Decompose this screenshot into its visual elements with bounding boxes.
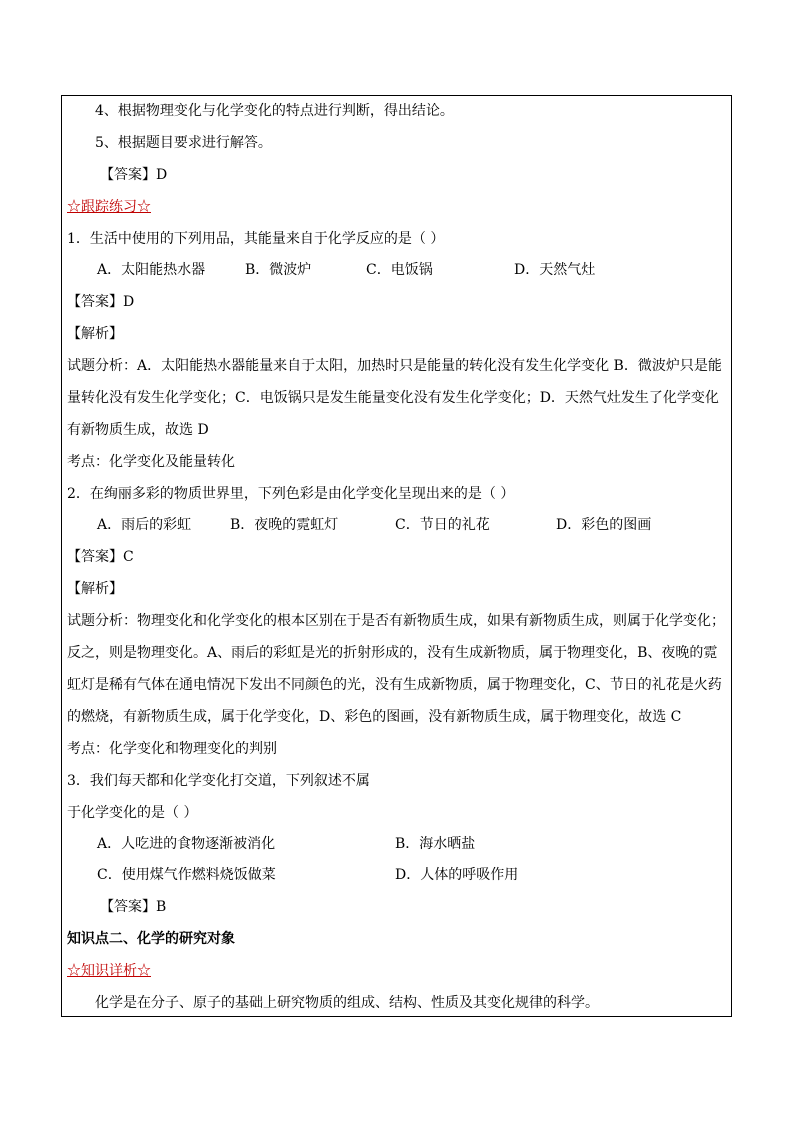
q2-analysis-line: 反之，则是物理变化。A、雨后的彩虹是光的折射形成的，没有生成新物质，属于物理变化，B、夜晚的霓 — [67, 645, 718, 661]
q2-option-d: D．彩色的图画 — [556, 517, 652, 533]
question-1: 1．生活中使用的下列用品，其能量来自于化学反应的是（ ） — [67, 231, 445, 247]
detail-heading: ☆知识详析☆ — [67, 963, 151, 979]
q1-analysis-line: 有新物质生成，故选 D — [67, 422, 209, 438]
q3-option-d: D．人体的呼吸作用 — [395, 867, 519, 883]
q3-option-a: A．人吃进的食物逐渐被消化 — [97, 836, 276, 852]
q1-answer: 【答案】D — [67, 294, 135, 310]
q1-option-d: D．天然气灶 — [514, 262, 596, 278]
q1-option-c: C．电饭锅 — [366, 262, 433, 278]
q2-point: 考点：化学变化和物理变化的判别 — [67, 741, 277, 757]
question-3: 3．我们每天都和化学变化打交道，下列叙述不属 — [67, 773, 370, 789]
answer-label: 【答案】D — [100, 167, 168, 183]
q2-answer: 【答案】C — [67, 549, 134, 565]
q3-answer: 【答案】B — [100, 899, 167, 915]
section-heading: 知识点二、化学的研究对象 — [67, 931, 235, 947]
question-3-continued: 于化学变化的是（ ） — [67, 805, 198, 821]
q3-option-c: C．使用煤气作燃料烧饭做菜 — [97, 867, 276, 883]
q2-option-a: A．雨后的彩虹 — [97, 517, 192, 533]
section-text: 化学是在分子、原子的基础上研究物质的组成、结构、性质及其变化规律的科学。 — [95, 995, 599, 1011]
q1-option-a: A．太阳能热水器 — [97, 262, 206, 278]
practice-heading: ☆跟踪练习☆ — [67, 199, 151, 215]
q1-analysis-label: 【解析】 — [67, 326, 123, 342]
step-4: 4、根据物理变化与化学变化的特点进行判断，得出结论。 — [95, 103, 454, 119]
q1-option-b: B．微波炉 — [245, 262, 312, 278]
q2-option-c: C．节日的礼花 — [395, 517, 490, 533]
q3-option-b: B．海水晒盐 — [395, 836, 476, 852]
q1-point: 考点：化学变化及能量转化 — [67, 454, 235, 470]
question-2: 2．在绚丽多彩的物质世界里，下列色彩是由化学变化呈现出来的是（ ） — [67, 486, 515, 502]
q1-analysis-line: 试题分析：A．太阳能热水器能量来自于太阳，加热时只是能量的转化没有发生化学变化 B．微波炉只是能 — [67, 358, 722, 374]
q2-analysis-line: 试题分析：物理变化和化学变化的根本区别在于是否有新物质生成，如果有新物质生成，则属于化学变化； — [67, 613, 725, 629]
step-5: 5、根据题目要求进行解答。 — [95, 135, 272, 151]
q2-analysis-line: 的燃烧，有新物质生成，属于化学变化，D、彩色的图画，没有新物质生成，属于物理变化，故选 C — [67, 709, 682, 725]
q2-option-b: B．夜晚的霓虹灯 — [230, 517, 339, 533]
q2-analysis-label: 【解析】 — [67, 581, 123, 597]
q2-analysis-line: 虹灯是稀有气体在通电情况下发出不同颜色的光，没有生成新物质，属于物理变化，C、节日的礼花是火药 — [67, 677, 722, 693]
q1-analysis-line: 量转化没有发生化学变化；C．电饭锅只是发生能量变化没有发生化学变化；D．天然气灶发生了化学变化 — [67, 390, 719, 406]
